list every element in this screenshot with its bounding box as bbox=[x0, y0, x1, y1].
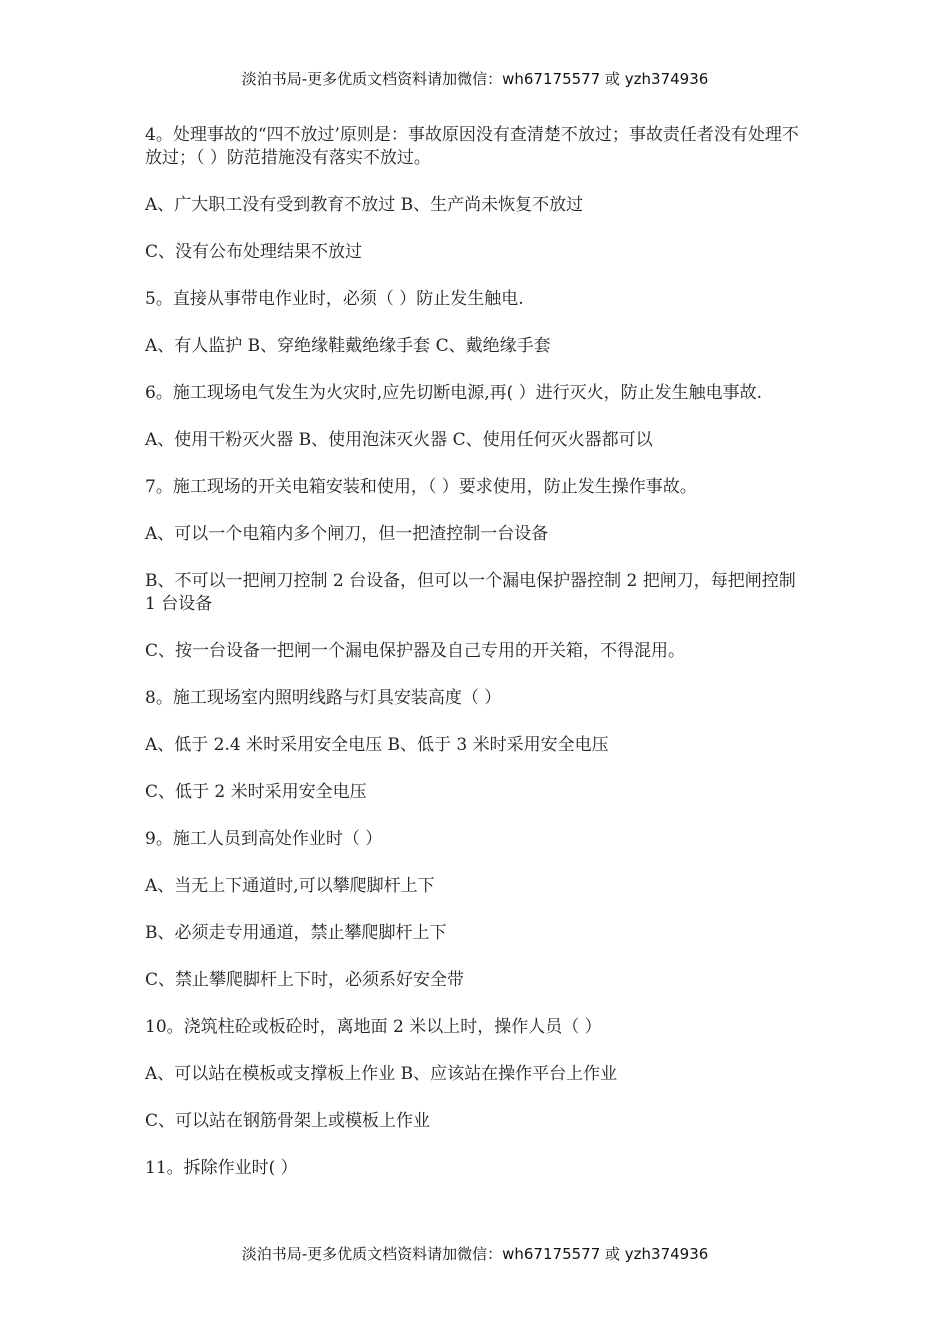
question-7-option-b: B、不可以一把闸刀控制 2 台设备，但可以一个漏电保护器控制 2 把闸刀，每把闸控制 1 台设备 bbox=[145, 571, 796, 614]
question-6: 6。施工现场电气发生为火灾时,应先切断电源,再( ）进行灭火，防止发生触电事故. bbox=[145, 383, 763, 403]
question-6-options: A、使用干粉灭火器 B、使用泡沫灭火器 C、使用任何灭火器都可以 bbox=[145, 430, 653, 450]
question-8-options-ab: A、低于 2.4 米时采用安全电压 B、低于 3 米时采用安全电压 bbox=[145, 735, 609, 755]
question-10: 10。浇筑柱砼或板砼时，离地面 2 米以上时，操作人员（ ） bbox=[145, 1017, 602, 1037]
question-5-options: A、有人监护 B、穿绝缘鞋戴绝缘手套 C、戴绝缘手套 bbox=[145, 336, 551, 356]
question-9-option-c: C、禁止攀爬脚杆上下时，必须系好安全带 bbox=[145, 970, 465, 990]
question-10-options-ab: A、可以站在模板或支撑板上作业 B、应该站在操作平台上作业 bbox=[145, 1064, 618, 1084]
question-8: 8。施工现场室内照明线路与灯具安装高度（ ） bbox=[145, 688, 502, 708]
question-7-option-c: C、按一台设备一把闸一个漏电保护器及自己专用的开关箱，不得混用。 bbox=[145, 641, 686, 661]
question-4-option-c: C、没有公布处理结果不放过 bbox=[145, 242, 363, 262]
page-footer: 淡泊书局-更多优质文档资料请加微信：wh67175577 或 yzh374936 bbox=[241, 1245, 709, 1263]
question-11: 11。拆除作业时( ） bbox=[145, 1158, 298, 1178]
question-4-options-ab: A、广大职工没有受到教育不放过 B、生产尚未恢复不放过 bbox=[145, 195, 584, 215]
question-8-option-c: C、低于 2 米时采用安全电压 bbox=[145, 782, 367, 802]
question-7-option-a: A、可以一个电箱内多个闸刀，但一把渣控制一台设备 bbox=[145, 524, 549, 544]
question-10-option-c: C、可以站在钢筋骨架上或模板上作业 bbox=[145, 1111, 431, 1131]
question-4: 4。处理事故的“四不放过’原则是：事故原因没有查清楚不放过；事故责任者没有处理不放过；（ ）防范措施没有落实不放过。 bbox=[145, 125, 799, 168]
question-9-option-a: A、当无上下通道时,可以攀爬脚杆上下 bbox=[145, 876, 435, 896]
question-7: 7。施工现场的开关电箱安装和使用，（ ）要求使用，防止发生操作事故。 bbox=[145, 477, 697, 497]
question-9: 9。施工人员到高处作业时（ ） bbox=[145, 829, 383, 849]
page-header: 淡泊书局-更多优质文档资料请加微信：wh67175577 或 yzh374936 bbox=[241, 70, 709, 88]
document-body bbox=[145, 124, 810, 1204]
question-5: 5。直接从事带电作业时，必须（ ）防止发生触电. bbox=[145, 289, 524, 309]
question-9-option-b: B、必须走专用通道，禁止攀爬脚杆上下 bbox=[145, 923, 447, 943]
